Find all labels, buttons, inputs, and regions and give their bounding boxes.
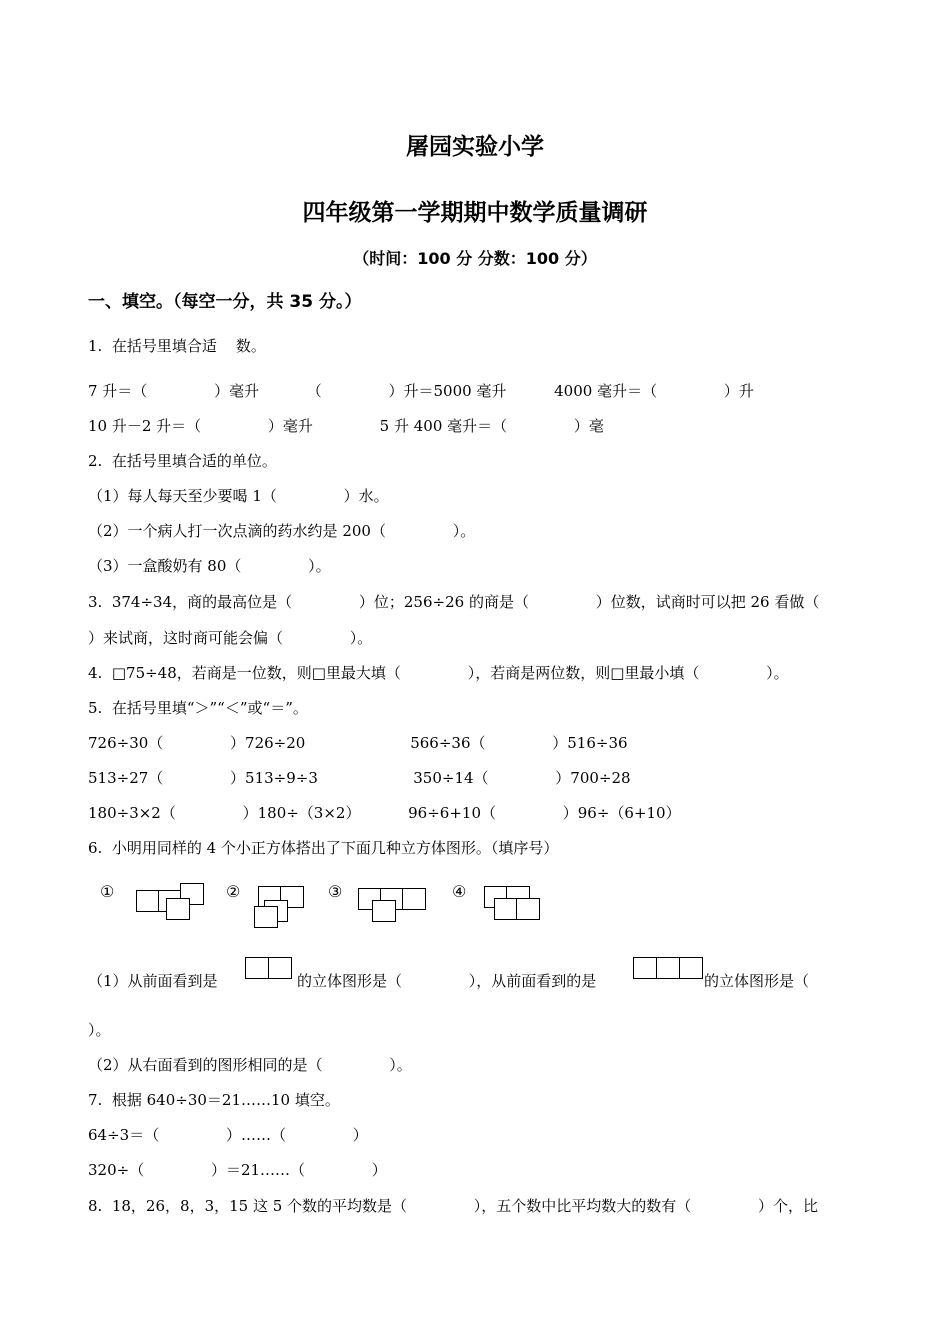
- question-8: 8. 18，26，8，3，15 这 5 个数的平均数是（ ），五个数中比平均数大的数有（ ）个，比: [88, 1197, 819, 1215]
- question-3-line-b: ）来试商，这时商可能会偏（ ）。: [88, 629, 373, 647]
- question-6-part-1-lead: （1）从前面看到是: [88, 972, 218, 990]
- cube-figures: [100, 880, 560, 928]
- question-5-line-b: 513÷27（ ）513÷9÷3 350÷14（ ）700÷28: [88, 769, 631, 787]
- question-5-line-a: 726÷30（ ）726÷20 566÷36（ ）516÷36: [88, 734, 628, 752]
- question-1-line-a: 7 升＝（ ）毫升 （ ）升＝5000 毫升 4000 毫升＝（ ）升: [88, 382, 754, 400]
- exam-title: 四年级第一学期期中数学质量调研: [302, 200, 648, 226]
- question-5: 5. 在括号里填“＞”“＜”或“＝”。: [88, 699, 308, 717]
- exam-meta: （时间：100 分 分数：100 分）: [353, 249, 597, 268]
- question-2-part-1: （1）每人每天至少要喝 1（ ）水。: [88, 487, 389, 505]
- figure-label-3: ③: [328, 882, 343, 901]
- school-name: 屠园实验小学: [406, 134, 544, 160]
- question-1-line-b: 10 升－2 升＝（ ）毫升 5 升 400 毫升＝（ ）毫: [88, 417, 604, 435]
- section-heading-fill-in: 一、填空。（每空一分，共 35 分。）: [88, 292, 362, 312]
- figure-label-4: ④: [452, 882, 467, 901]
- question-4: 4. □75÷48，若商是一位数，则□里最大填（ ），若商是两位数，则□里最小填（ ）。: [88, 664, 789, 682]
- question-3-line-a: 3. 374÷34，商的最高位是（ ）位；256÷26 的商是（ ）位数，试商时可以把 26 看做（: [88, 593, 820, 611]
- question-2-part-3: （3）一盒酸奶有 80（ ）。: [88, 557, 331, 575]
- figure-label-1: ①: [100, 882, 115, 901]
- figure-label-2: ②: [226, 882, 241, 901]
- question-6: 6. 小明用同样的 4 个小正方体搭出了下面几种立方体图形。（填序号）: [88, 839, 559, 857]
- question-7-line-a: 64÷3＝（ ）……（ ）: [88, 1126, 368, 1144]
- question-2-part-2: （2）一个病人打一次点滴的药水约是 200（ ）。: [88, 522, 476, 540]
- question-6-part-1-tail: 的立体图形是（: [704, 972, 810, 990]
- question-6-part-1-mid: 的立体图形是（ ），从前面看到的是: [297, 972, 597, 990]
- question-5-line-c: 180÷3×2（ ）180÷（3×2） 96÷6+10（ ）96÷（6+10）: [88, 804, 681, 822]
- question-7-line-b: 320÷（ ）＝21……（ ）: [88, 1161, 387, 1179]
- question-7: 7. 根据 640÷30＝21……10 填空。: [88, 1091, 340, 1109]
- question-6-part-1-end: ）。: [88, 1021, 111, 1039]
- question-1: 1. 在括号里填合适 数。: [88, 337, 266, 355]
- question-6-part-2: （2）从右面看到的图形相同的是（ ）。: [88, 1056, 412, 1074]
- question-2: 2. 在括号里填合适的单位。: [88, 452, 277, 470]
